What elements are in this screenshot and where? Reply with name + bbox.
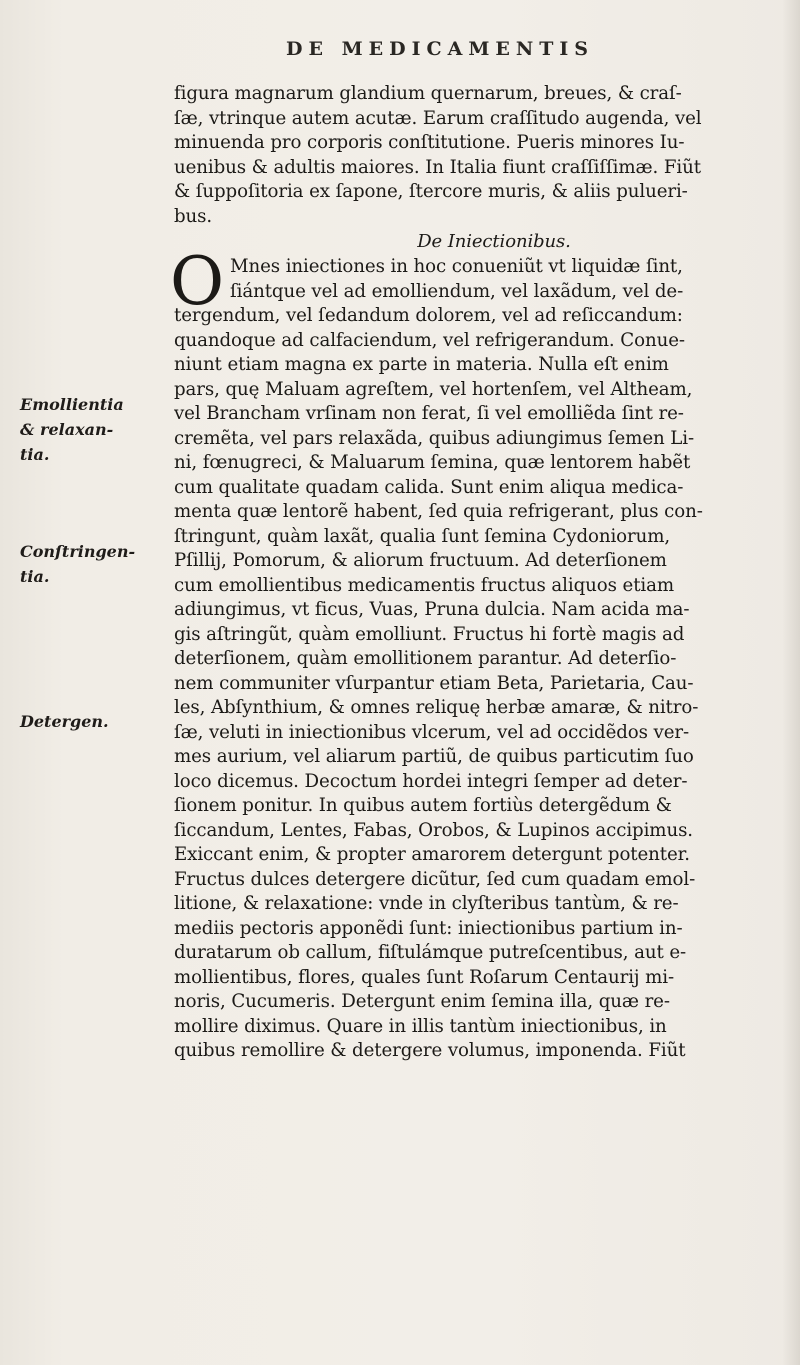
- text-line: noris, Cucumeris. Detergunt enim ſemina illa, quæ re-: [174, 991, 670, 1012]
- text-line: quandoque ad calfaciendum, vel refrigerandum. Conue-: [174, 329, 685, 351]
- text-line: les, Abſynthium, & omnes reliquę herbæ amaræ, & nitro-: [174, 697, 699, 718]
- text-line: nem communiter vſurpantur etiam Beta, Parietaria, Cau-: [174, 672, 694, 694]
- text-line: ſiántque vel ad emolliendum, vel laxãdum, vel de-: [230, 280, 684, 302]
- text-line: tergendum, vel ſedandum dolorem, vel ad reſiccandum:: [174, 305, 683, 326]
- margin-note-constringentia: Conſtringen-: [20, 542, 136, 561]
- text-line: mediis pectoris apponẽdi ſunt: iniectionibus partium in-: [174, 917, 683, 939]
- text-line: vel Brancham vrſinam non ferat, ſi vel emolliẽda ſint re-: [174, 403, 684, 424]
- text-line: deterſionem, quàm emollitionem parantur. Ad deterſio-: [174, 648, 677, 669]
- margin-note-detergentia: Detergen.: [20, 712, 109, 731]
- text-line: Exiccant enim, & propter amarorem detergunt potenter.: [174, 844, 690, 865]
- text-line: mollire diximus. Quare in illis tantùm iniectionibus, in: [174, 1015, 667, 1037]
- main-text-block: [170, 82, 784, 1064]
- text-line: duratarum ob callum, fiſtulámque putreſcentibus, aut e-: [174, 942, 687, 963]
- text-line: niunt etiam magna ex parte in materia. Nulla eſt enim: [174, 354, 669, 375]
- text-line: minuenda pro corporis conſtitutione. Pueris minores Iu-: [174, 132, 685, 153]
- drop-cap-letter: O: [170, 243, 225, 320]
- text-line: ſionem ponitur. In quibus autem fortiùs detergẽdum &: [174, 795, 672, 816]
- margin-note-constringentia: tia.: [20, 567, 50, 586]
- text-line: cum emollientibus medicamentis fructus aliquos etiam: [174, 574, 675, 596]
- text-line: quibus remollire & detergere volumus, imponenda. Fiũt: [174, 1040, 686, 1061]
- section-heading: De Iniectionibus.: [417, 231, 571, 252]
- text-line: mes aurium, vel aliarum partiũ, de quibus particutim ſuo: [174, 746, 694, 767]
- running-head: DE MEDICAMENTIS: [286, 38, 594, 60]
- text-line: bus.: [174, 205, 213, 227]
- text-line: menta quæ lentorẽ habent, ſed quia refrigerant, plus con-: [174, 501, 703, 522]
- text-line: Pſillij, Pomorum, & aliorum fructuum. Ad deterſionem: [174, 550, 667, 571]
- text-line: litione, & relaxatione: vnde in clyſteribus tantùm, & re-: [174, 893, 679, 914]
- margin-note-emollientia: Emollientia: [20, 395, 124, 414]
- text-line: cum qualitate quadam calida. Sunt enim aliqua medica-: [174, 476, 684, 498]
- text-line: loco dicemus. Decoctum hordei integri ſemper ad deter-: [174, 770, 688, 792]
- text-line: ſæ, veluti in iniectionibus vlcerum, vel ad occidẽdos ver-: [174, 721, 690, 743]
- text-line: mollientibus, flores, quales ſunt Roſarum Centaurij mi-: [174, 966, 675, 988]
- text-line: adiungimus, vt ficus, Vuas, Pruna dulcia. Nam acida ma-: [174, 599, 690, 620]
- text-line: Mnes iniectiones in hoc conueniũt vt liquidæ ſint,: [230, 256, 683, 277]
- text-line: & ſuppoſitoria ex ſapone, ſtercore muris, & aliis puluerі-: [174, 181, 688, 202]
- page-gutter-shadow: [782, 0, 800, 1365]
- text-line: gis aſtringũt, quàm emolliunt. Fructus hi fortè magis ad: [174, 623, 685, 645]
- text-line: figura magnarum glandium quernarum, breues, & craſ-: [174, 83, 682, 104]
- margin-note-emollientia: tia.: [20, 445, 50, 464]
- margin-note-emollientia: & relaxan-: [20, 420, 114, 439]
- text-line: ſtringunt, quàm laxãt, qualia ſunt ſemina Cydoniorum,: [174, 525, 671, 547]
- text-line: pars, quę Maluam agreſtem, vel hortenſem, vel Altheam,: [174, 378, 693, 400]
- text-line: Fructus dulces detergere dicũtur, ſed cum quadam emol-: [174, 868, 696, 890]
- text-line: ni, fœnugreci, & Maluarum ſemina, quæ lentorem habẽt: [174, 452, 691, 473]
- text-line: ſæ, vtrinque autem acutæ. Earum craſſitudo augenda, vel: [174, 107, 702, 129]
- text-line: cremẽta, vel pars relaxãda, quibus adiungimus ſemen Li-: [174, 427, 695, 449]
- text-line: uenibus & adultis maiores. In Italia fiunt craſſiſſimæ. Fiũt: [174, 156, 701, 178]
- text-line: ſiccandum, Lentes, Fabas, Orobos, & Lupinos accipimus.: [174, 819, 693, 841]
